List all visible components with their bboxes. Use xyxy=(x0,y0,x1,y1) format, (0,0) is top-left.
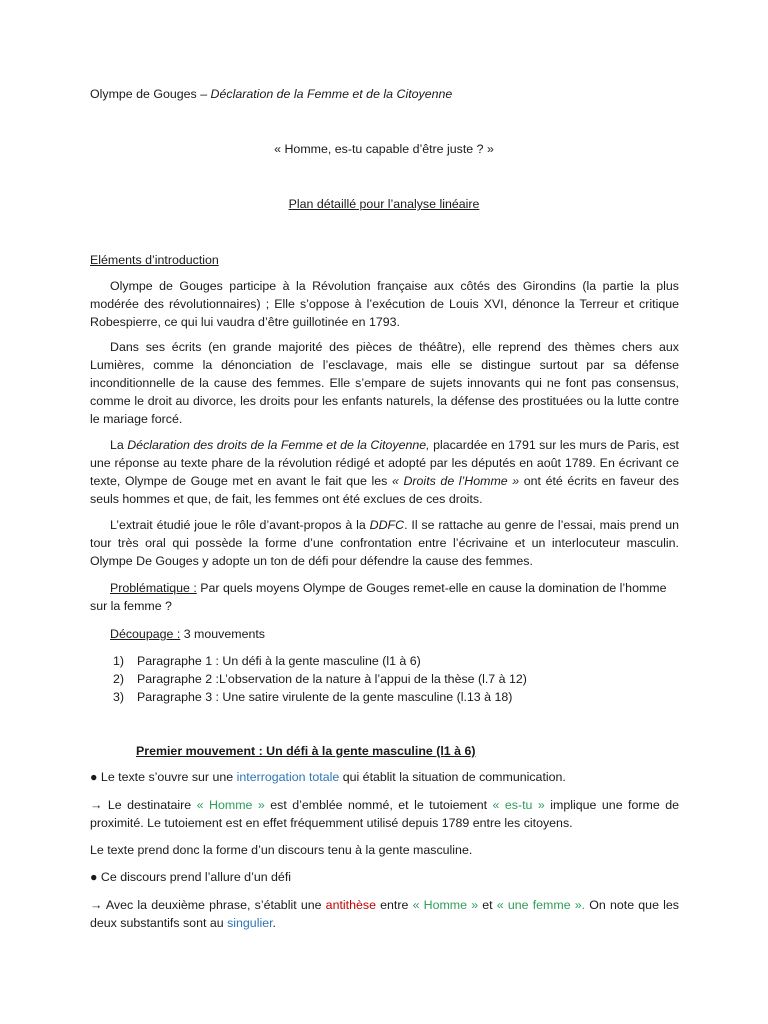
arrow-right-icon: → xyxy=(90,898,103,912)
highlight-green: « une femme ». xyxy=(496,898,586,912)
bullet-icon: ● xyxy=(90,770,98,784)
highlight-green: « es-tu » xyxy=(492,798,545,812)
highlight-blue: interrogation totale xyxy=(236,770,340,784)
bullet-icon: ● xyxy=(90,870,98,884)
arrow-right-icon: → xyxy=(90,798,103,812)
intro-heading: Eléments d’introduction xyxy=(90,253,219,267)
intro-paragraph-2: Dans ses écrits (en grande majorité des pièces de théâtre), elle reprend des thèmes chers aux Lumières, comme la dénonciation de l’esclavage, mais elle se distingue surtout par sa défense inconditionnelle de la cause des femmes. Elle s’empare de sujets innovants qui ne font pas consensus, comme le droit au divorce, les droits pour les enfants naturels, la défense des prostituées ou la lutte contre le mariage forcé. xyxy=(90,340,679,426)
author-name: Olympe de Gouges xyxy=(90,87,197,101)
highlight-green: « Homme » xyxy=(412,898,479,912)
work-title: Déclaration de la Femme et de la Citoyenne xyxy=(210,87,453,101)
problematique-text: Par quels moyens Olympe de Gouges remet-elle en cause la domination de l’homme sur la femme ? xyxy=(90,581,667,613)
bullet-2: ● Ce discours prend l’allure d’un défi xyxy=(90,870,292,884)
highlight-red: antithèse xyxy=(325,898,376,912)
bullet-1: ● Le texte s’ouvre sur une interrogation totale qui établit la situation de communication. xyxy=(90,770,566,784)
intro-paragraph-3: La Déclaration des droits de la Femme et de la Citoyenne, placardée en 1791 sur les murs de Paris, est une réponse au texte phare de la révolution rédigé et adopté par les députés en août 1789. En écrivant ce texte, Olympe de Gouge met en avant le fait que les « Droits de l’Homme » ont été écrits en faveur des seuls hommes et que, de fait, les femmes ont été exclues de ces droits. xyxy=(90,438,680,506)
list-item: 2) Paragraphe 2 :L’observation de la nature à l’appui de la thèse (l.7 à 12) xyxy=(113,672,527,686)
intro-paragraph-1: Olympe de Gouges participe à la Révolution française aux côtés des Girondins (la partie la plus modérée des révolutionnaires) ; Elle s’oppose à l’exécution de Louis XVI, dénonce la Terreur et critique Robespierre, ce qui lui vaudra d’être guillotinée en 1793. xyxy=(90,279,679,329)
arrow-point-2: → Avec la deuxième phrase, s’établit une antithèse entre « Homme » et « une femme ». On note que les deux substantifs sont au singulier. xyxy=(90,898,679,930)
highlight-blue: singulier xyxy=(227,916,273,930)
intro-paragraph-4: L’extrait étudié joue le rôle d’avant-propos à la DDFC. Il se rattache au genre de l’essai, mais prend un tour très oral qui possède la forme d’une confrontation entre l’écrivaine et un interlocuteur masculin. Olympe De Gouges y adopte un ton de défi pour défendre la cause des femmes. xyxy=(90,518,679,568)
first-movement-heading: Premier mouvement : Un défi à la gente masculine (l1 à 6) xyxy=(136,744,476,758)
quote-line: « Homme, es-tu capable d’être juste ? » xyxy=(274,142,494,156)
arrow-point-1: → Le destinataire « Homme » est d’emblée nommé, et le tutoiement « es-tu » implique une forme de proximité. Le tutoiement est en effet fréquemment utilisé depuis 1789 entre les citoyens. xyxy=(90,798,679,830)
plan-title: Plan détaillé pour l’analyse linéaire xyxy=(288,197,480,211)
problematique xyxy=(90,579,679,615)
list-item: 1) Paragraphe 1 : Un défi à la gente masculine (l1 à 6) xyxy=(113,654,421,668)
list-item: 3) Paragraphe 3 : Une satire virulente de la gente masculine (l.13 à 18) xyxy=(113,690,513,704)
problematique-label: Problématique : xyxy=(110,581,197,595)
decoupage xyxy=(110,625,265,643)
decoupage-label: Découpage : xyxy=(110,627,181,641)
header-dash: – xyxy=(196,87,211,101)
highlight-green: « Homme » xyxy=(196,798,265,812)
decoupage-text: 3 mouvements xyxy=(180,627,265,641)
conclusion-line: Le texte prend donc la forme d’un discours tenu à la gente masculine. xyxy=(90,843,473,857)
document-header xyxy=(90,85,452,103)
